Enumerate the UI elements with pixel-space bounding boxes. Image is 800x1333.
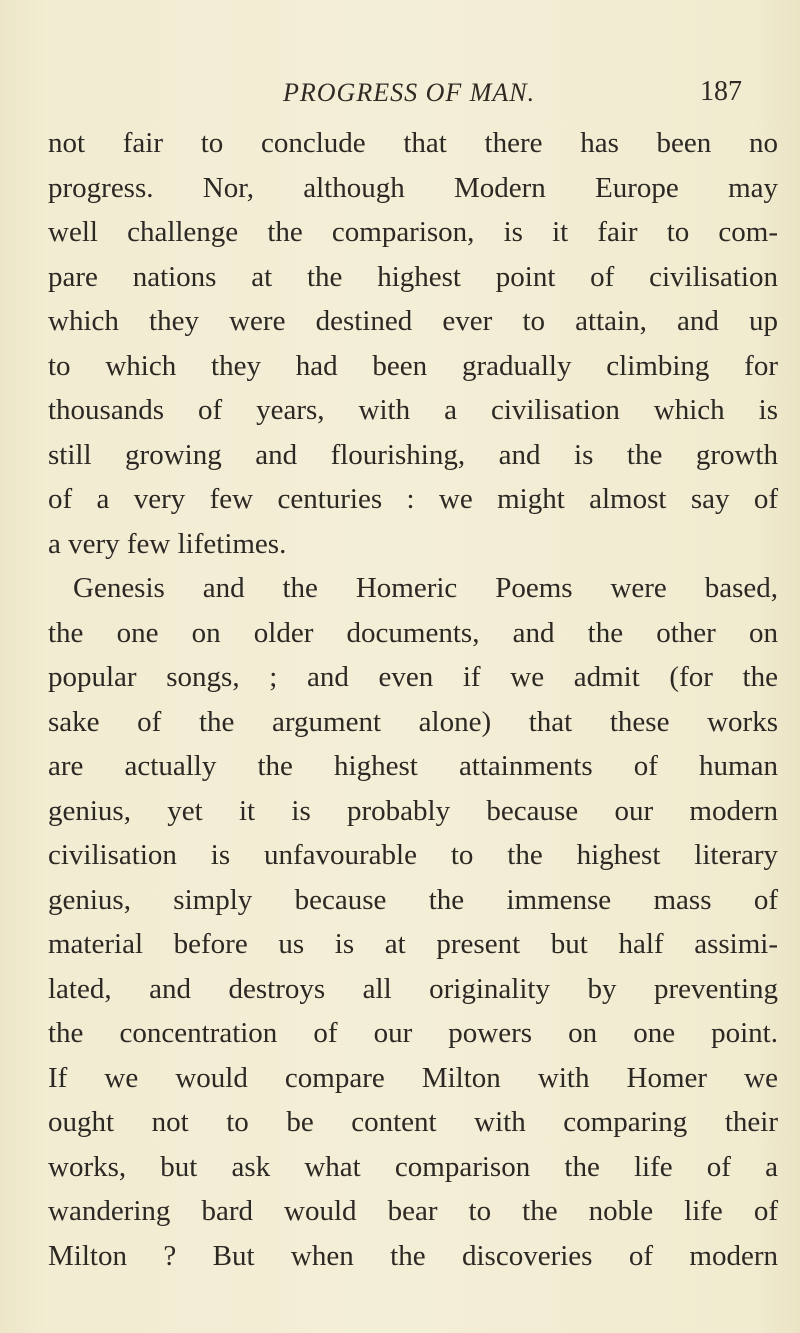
text-line: the concentration of our powers on one point. (48, 1017, 778, 1049)
running-title: PROGRESS OF MAN. (283, 78, 536, 107)
text-line: well challenge the comparison, is it fair to com- (48, 216, 778, 248)
text-line: still growing and flourishing, and is the growth (48, 438, 778, 471)
text-line-paragraph-start: Genesis and the Homeric Poems were based, (73, 572, 778, 604)
text-line: are actually the highest attainments of human (48, 750, 778, 782)
text-line: If we would compare Milton with Homer we (48, 1061, 778, 1094)
text-line: sake of the argument alone) that these works (48, 705, 778, 738)
text-line: genius, simply because the immense mass of (48, 883, 778, 916)
text-line-paragraph-end: a very few lifetimes. (48, 527, 287, 560)
body-text (48, 121, 778, 1278)
text-line: progress. Nor, although Modern Europe may (48, 171, 778, 204)
page-number: 187 (700, 76, 742, 107)
text-line: to which they had been gradually climbing for (48, 349, 778, 382)
text-line: not fair to conclude that there has been no (48, 127, 778, 159)
text-line: of a very few centuries : we might almost say of (48, 483, 778, 515)
text-line: wandering bard would bear to the noble life of (48, 1195, 778, 1227)
text-line: material before us is at present but half assimi- (48, 928, 778, 960)
text-line: which they were destined ever to attain, and up (48, 305, 778, 337)
text-line: thousands of years, with a civilisation which is (48, 394, 778, 426)
text-line: pare nations at the highest point of civilisation (48, 260, 778, 293)
text-line: lated, and destroys all originality by preventing (48, 972, 778, 1005)
text-line: popular songs, ; and even if we admit (for the (48, 661, 778, 693)
running-head (0, 74, 800, 114)
text-line: ought not to be content with comparing their (48, 1106, 778, 1138)
text-line: Milton ? But when the discoveries of modern (48, 1239, 778, 1272)
text-line: works, but ask what comparison the life of a (48, 1150, 778, 1183)
text-line: the one on older documents, and the other on (48, 616, 778, 649)
text-line: civilisation is unfavourable to the highest literary (48, 839, 778, 871)
text-line: genius, yet it is probably because our modern (48, 794, 778, 827)
